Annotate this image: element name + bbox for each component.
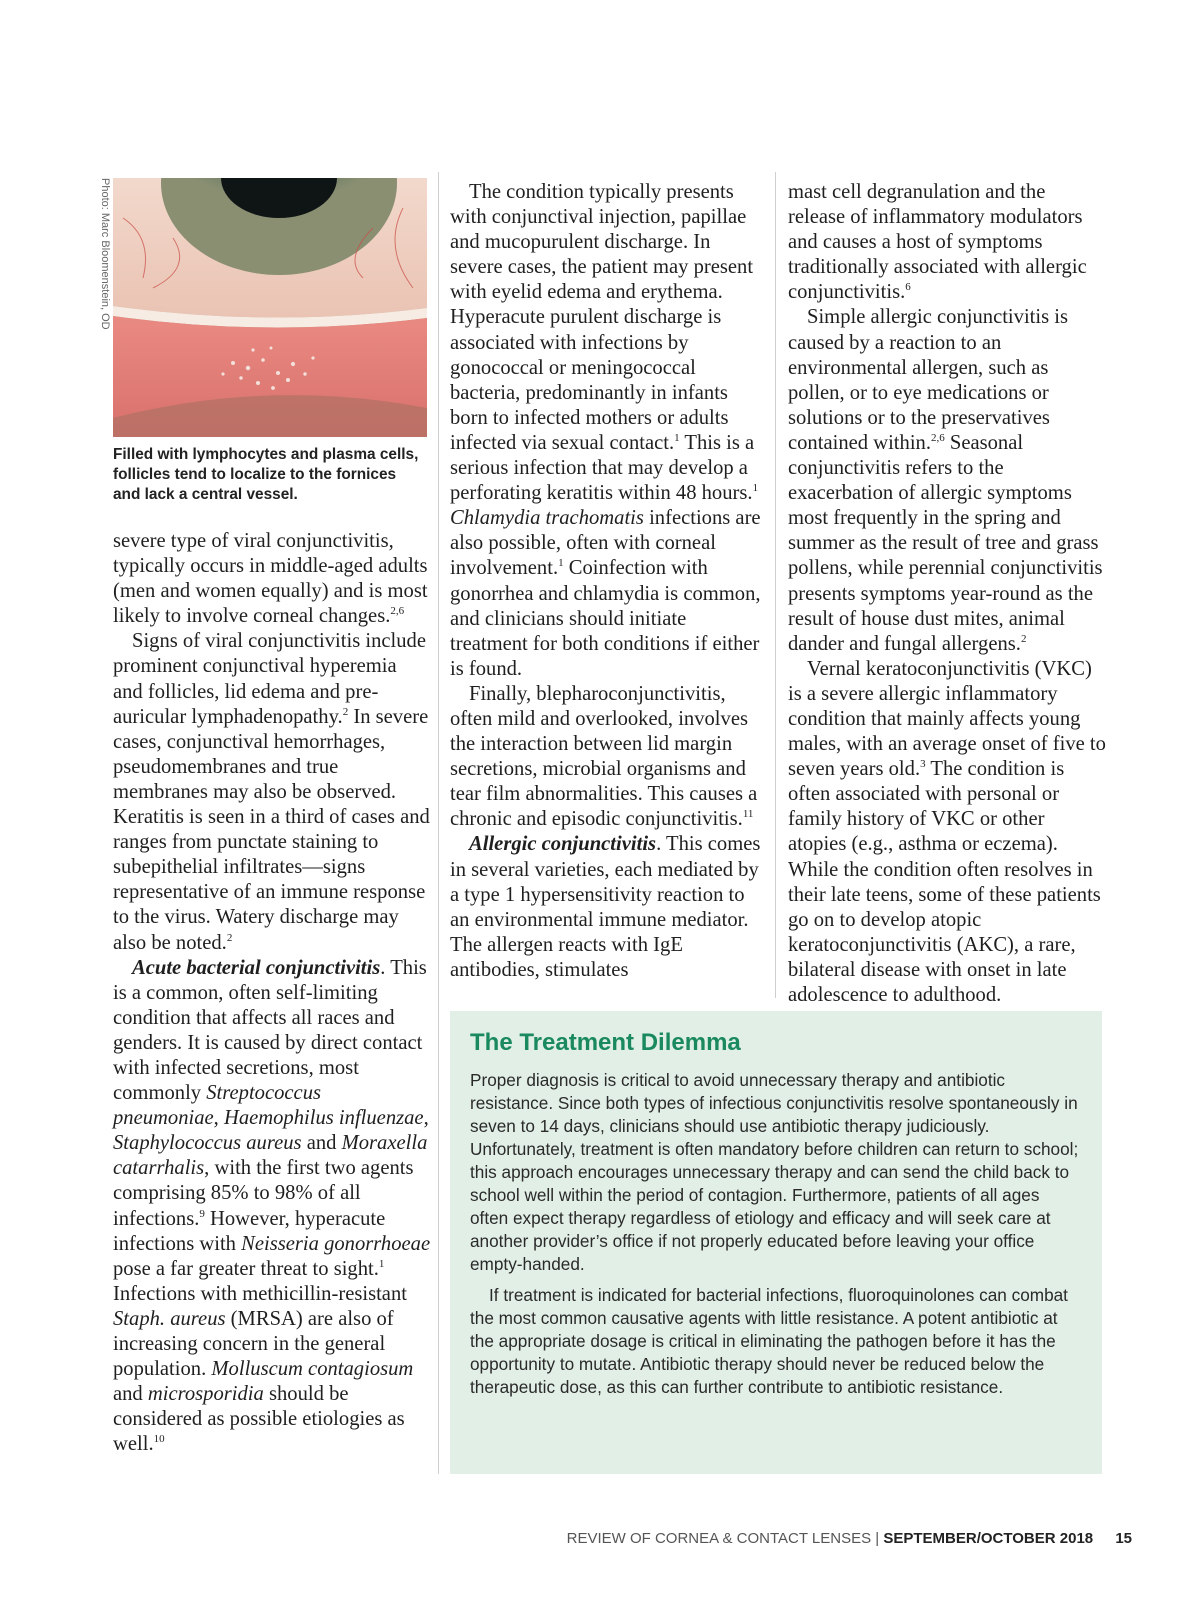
paragraph: severe type of viral conjunctivitis, typically occurs in middle-aged adults (men and women equally) and is most likely to involve corneal changes.$^{2,6}$ bbox=[113, 530, 428, 628]
eye-illustration bbox=[113, 178, 427, 437]
text-column-2 bbox=[450, 180, 768, 983]
figure-caption: Filled with lymphocytes and plasma cells, follicles tend to localize to the fornices and lack a central vessel. bbox=[113, 446, 419, 503]
footer-separator: | bbox=[875, 1530, 880, 1547]
paragraph: The condition typically presents with conjunctival injection, papillae and mucopurulent discharge. In severe cases, the patient may present with eyelid edema and erythema. Hyperacute purulent discharge is associated with infections by gonococcal or meningococcal bacteria, predominantly in infants born to infected mothers or adults infected via sexual contact.$^1$ This is a serious infection that may develop a perforating keratitis within 48 hours.$^1$ Chlamydia trachomatis infections are also possible, often with corneal involvement.$^1$ Coinfection with gonorrhea and chlamydia is common, and clinicians should initiate treatment for both conditions if either is found. bbox=[450, 181, 761, 680]
section-head: Acute bacterial conjunctivitis bbox=[132, 956, 381, 979]
sidebar-box bbox=[450, 1011, 1102, 1474]
eye-photo bbox=[113, 178, 427, 437]
paragraph: Finally, blepharoconjunctivitis, often mild and overlooked, involves the interaction between lid margin secretions, microbial organisms and tear film abnormalities. This causes a chronic and episodic conjunctivitis.$^{11}$ bbox=[450, 682, 758, 831]
sidebar-paragraph: Proper diagnosis is critical to avoid unnecessary therapy and antibiotic resistance. Since both types of infectious conjunctivitis resolve spontaneously in seven to 14 days, clinicians should use antibiotic therapy judiciously. Unfortunately, treatment is often mandatory before children can return to school; this approach encourages unnecessary therapy and can send the child back to school well within the period of contagion. Furthermore, patients of all ages often expect therapy regardless of etiology and efficacy and will seek care at another provider’s office if not properly educated before leaving your office empty-handed. bbox=[470, 1070, 1079, 1274]
paragraph: mast cell degranulation and the release of inflammatory modulators and causes a host of symptoms traditionally associated with allergic conjunctivitis.$^6$ bbox=[788, 181, 1087, 304]
column-rule bbox=[775, 172, 776, 998]
photo-credit: Photo: Marc Bloomenstein, OD bbox=[99, 178, 111, 330]
sidebar-paragraph: If treatment is indicated for bacterial infections, fluoroquinolones can combat the most common causative agents with little resistance. A potent antibiotic at the appropriate dosage is critical in eliminating the pathogen before it has the opportunity to mutate. Antibiotic therapy should never be reduced below the therapeutic dose, as this can further contribute to antibiotic resistance. bbox=[470, 1285, 1068, 1397]
text-column-1 bbox=[113, 529, 431, 1457]
paragraph: Vernal keratoconjunctivitis (VKC) is a severe allergic inflammatory condition that mainly affects young males, with an average onset of five to seven years old.$^3$ The condition is often associated with personal or family history of VKC or other atopies (e.g., asthma or eczema). While the condition often resolves in their late teens, some of these patients go on to develop atopic keratoconjunctivitis (AKC), a rare, bilateral disease with onset in late adolescence to adulthood. bbox=[788, 657, 1106, 1006]
sidebar-title: The Treatment Dilemma bbox=[470, 1029, 741, 1056]
paragraph: Signs of viral conjunctivitis include prominent conjunctival hyperemia and follicles, lid edema and pre-auricular lymphadenopathy.$^2$ In severe cases, conjunctival hemorrhages, pseudomembranes and true membranes may also be observed. Keratitis is seen in a third of cases and ranges from punctate staining to subepithelial infiltrates—signs representative of an immune response to the virus. Watery discharge may also be noted.$^2$ bbox=[113, 630, 430, 954]
column-rule bbox=[438, 172, 439, 1474]
page-number: 15 bbox=[1115, 1530, 1132, 1547]
issue-date: SEPTEMBER/OCTOBER 2018 bbox=[883, 1530, 1094, 1547]
publication-name: REVIEW OF CORNEA & CONTACT LENSES bbox=[566, 1530, 872, 1547]
section-head: Allergic conjunctivitis bbox=[469, 833, 657, 856]
text-column-3 bbox=[788, 180, 1106, 1008]
paragraph: Acute bacterial conjunctivitis. This is a common, often self-limiting condition that affects all races and genders. It is caused by direct contact with infected secretions, most commonly Streptococcus pneumoniae, Haemophilus influenzae, Staphylococcus aureus and Moraxella catarrhalis, with the first two agents comprising 85% to 98% of all infections.$^9$ However, hyperacute infections with Neisseria gonorrhoeae pose a far greater threat to sight.$^1$ Infections with methicillin-resistant Staph. aureus (MRSA) are also of increasing concern in the general population. Molluscum contagiosum and microsporidia should be considered as possible etiologies as well.$^{10}$ bbox=[113, 956, 431, 1456]
paragraph: Allergic conjunctivitis. This comes in several varieties, each mediated by a type 1 hypersensitivity reaction to an environmental immune mediator. The allergen reacts with IgE antibodies, stimulates bbox=[450, 833, 761, 981]
page-footer bbox=[567, 1530, 1132, 1547]
paragraph: Simple allergic conjunctivitis is caused by a reaction to an environmental allergen, such as pollen, or to eye medications or solutions or to the preservatives contained within.$^{2,6}$ Seasonal conjunctivitis refers to the exacerbation of allergic symptoms most frequently in the spring and summer as the result of tree and grass pollens, while perennial conjunctivitis presents symptoms year-round as the result of house dust mites, animal dander and fungal allergens.$^2$ bbox=[788, 306, 1103, 655]
